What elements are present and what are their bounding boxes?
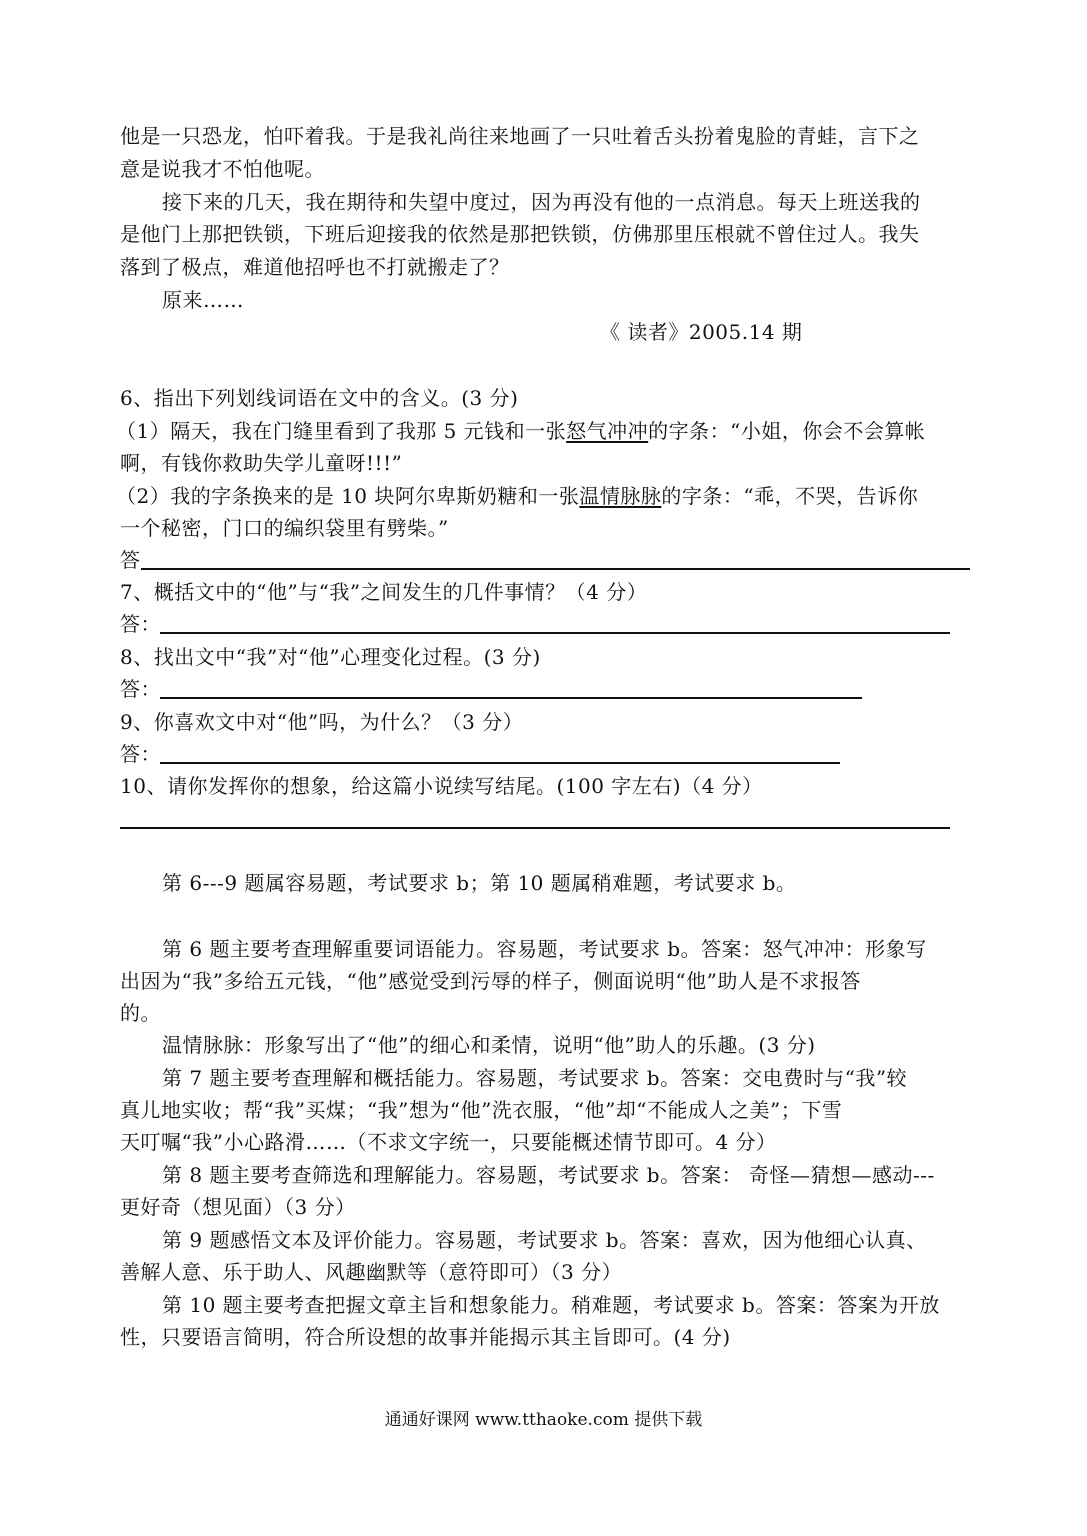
question-6-item-1-cont: 啊，有钱你救助失学儿童呀!!!” [120, 451, 403, 475]
answer-line-9[interactable] [160, 762, 840, 764]
story-line: 他是一只恐龙，怕吓着我。于是我礼尚往来地画了一只吐着舌头扮着鬼脸的青蛙，言下之 [120, 124, 920, 148]
analysis-line: 天叮嘱“我”小心路滑……（不求文字统一，只要能概述情节即可。4 分） [120, 1130, 777, 1154]
question-6-item-2-cont: 一个秘密，门口的编织袋里有劈柴。” [120, 516, 449, 540]
analysis-summary: 第 6---9 题属容易题，考试要求 b；第 10 题属稍难题，考试要求 b。 [162, 871, 797, 895]
analysis-line: 第 7 题主要考查理解和概括能力。容易题，考试要求 b。答案：交电费时与“我”较 [162, 1066, 908, 1090]
question-9-title: 9、你喜欢文中对“他”吗，为什么？（3 分） [120, 710, 524, 734]
analysis-line: 的。 [120, 1001, 161, 1025]
story-line: 接下来的几天，我在期待和失望中度过，因为再没有他的一点消息。每天上班送我的 [162, 190, 921, 214]
answer-label-8: 答： [120, 677, 161, 701]
question-10-title: 10、请你发挥你的想象，给这篇小说续写结尾。(100 字左右)（4 分） [120, 774, 763, 798]
q6-2-text: （2）我的字条换来的是 10 块阿尔卑斯奶糖和一张 [116, 484, 580, 508]
story-line: 原来…… [162, 288, 244, 312]
q6-1-text: 的字条：“小姐，你会不会算帐 [648, 419, 926, 443]
answer-label-9: 答： [120, 742, 161, 766]
question-8-title: 8、找出文中“我”对“他”心理变化过程。(3 分) [120, 645, 541, 669]
q6-2-text: 的字条：“乖，不哭，告诉你 [661, 484, 919, 508]
analysis-line: 第 8 题主要考查筛选和理解能力。容易题，考试要求 b。答案： 奇怪—猜想—感动--- [162, 1163, 935, 1187]
story-line: 是他门上那把铁锁，下班后迎接我的依然是那把铁锁，仿佛那里压根就不曾住过人。我失 [120, 222, 920, 246]
answer-label-7: 答： [120, 612, 161, 636]
page-footer: 通通好课网 www.tthaoke.com 提供下载 [384, 1410, 703, 1430]
answer-line-10[interactable] [120, 827, 950, 829]
analysis-line: 第 10 题主要考查把握文章主旨和想象能力。稍难题，考试要求 b。答案：答案为开放 [162, 1293, 940, 1317]
answer-line-8[interactable] [160, 697, 862, 699]
analysis-line: 出因为“我”多给五元钱，“他”感觉受到污辱的样子，侧面说明“他”助人是不求报答 [120, 969, 861, 993]
question-7-title: 7、概括文中的“他”与“我”之间发生的几件事情？（4 分） [120, 580, 648, 604]
question-6-title: 6、指出下列划线词语在文中的含义。(3 分) [120, 386, 519, 410]
question-6-item-2 [116, 484, 918, 508]
analysis-line: 性，只要语言简明，符合所设想的故事并能揭示其主旨即可。(4 分) [120, 1325, 731, 1349]
analysis-line: 真儿地实收；帮“我”买煤；“我”想为“他”洗衣服，“他”却“不能成人之美”；下雪 [120, 1098, 843, 1122]
q6-2-underlined-term: 温情脉脉 [579, 484, 662, 508]
story-line: 意是说我才不怕他呢。 [120, 157, 325, 181]
analysis-line: 温情脉脉：形象写出了“他”的细心和柔情，说明“他”助人的乐趣。(3 分) [162, 1033, 816, 1057]
analysis-line: 更好奇（想见面）（3 分） [120, 1195, 356, 1219]
answer-line-7[interactable] [160, 632, 950, 634]
answer-label-6: 答 [120, 548, 141, 572]
q6-1-text: （1）隔天，我在门缝里看到了我那 5 元钱和一张 [116, 419, 567, 443]
source-citation: 《 读者》2005.14 期 [600, 320, 803, 344]
question-6-item-1 [116, 419, 925, 443]
story-line: 落到了极点，难道他招呼也不打就搬走了？ [120, 255, 510, 279]
analysis-line: 第 9 题感悟文本及评价能力。容易题，考试要求 b。答案：喜欢，因为他细心认真、 [162, 1228, 927, 1252]
q6-1-underlined-term: 怒气冲冲 [566, 419, 649, 443]
analysis-line: 第 6 题主要考查理解重要词语能力。容易题，考试要求 b。答案：怒气冲冲：形象写 [162, 937, 927, 961]
answer-line-6[interactable] [141, 568, 970, 570]
analysis-line: 善解人意、乐于助人、风趣幽默等（意符即可）（3 分） [120, 1260, 623, 1284]
